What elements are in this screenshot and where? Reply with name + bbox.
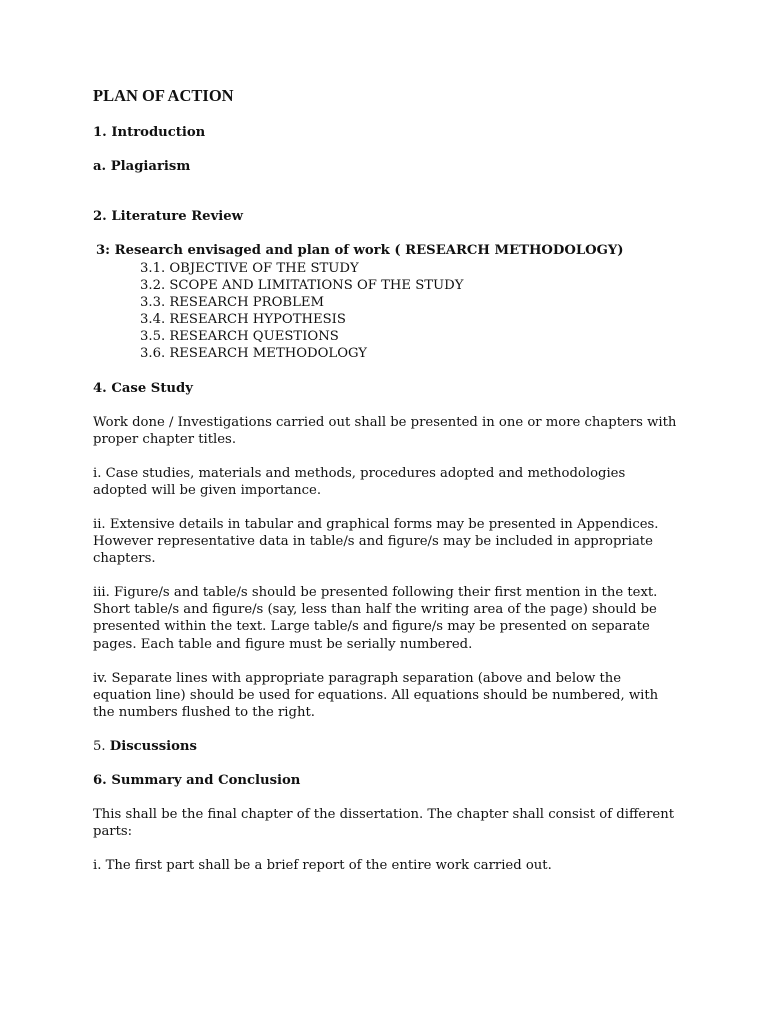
research-item: 3.4. RESEARCH HYPOTHESIS [140,312,346,327]
section-discussions-heading [93,738,197,755]
summary-paragraph: i. The first part shall be a brief report of the entire work carried out. [93,858,552,873]
case-paragraph: ii. Extensive details in tabular and graphical forms may be presented in Appendices. However representative data in table/s and figure/s may be included in appropriate chapters. [93,517,659,567]
discussions-number: 5. [93,739,110,754]
research-item: 3.1. OBJECTIVE OF THE STUDY [140,261,359,276]
section-case-study-heading: 4. Case Study [93,381,193,396]
research-item: 3.2. SCOPE AND LIMITATIONS OF THE STUDY [140,278,464,293]
case-paragraph: i. Case studies, materials and methods, procedures adopted and methodologies adopted will be given importance. [93,466,626,499]
section-literature-review-heading: 2. Literature Review [93,209,243,224]
research-item: 3.3. RESEARCH PROBLEM [140,295,325,310]
summary-paragraph: This shall be the final chapter of the dissertation. The chapter shall consist of different parts: [93,807,675,840]
case-paragraph: iv. Separate lines with appropriate paragraph separation (above and below the equation line) should be used for equations. All equations should be numbered, with the numbers flushed to the right. [93,671,659,721]
subsection-plagiarism-heading: a. Plagiarism [93,159,191,174]
research-item: 3.5. RESEARCH QUESTIONS [140,329,339,344]
section-research-heading: 3: Research envisaged and plan of work ( RESEARCH METHODOLOGY) [96,243,624,258]
case-paragraph: Work done / Investigations carried out shall be presented in one or more chapters with proper chapter titles. [93,415,677,448]
section-summary-heading: 6. Summary and Conclusion [93,773,301,788]
document-title: PLAN OF ACTION [93,86,234,105]
section-introduction-heading: 1. Introduction [93,125,206,140]
discussions-label: Discussions [109,739,197,754]
research-item: 3.6. RESEARCH METHODOLOGY [140,346,368,361]
case-paragraph: iii. Figure/s and table/s should be presented following their first mention in the text. Short table/s and figure/s (say, less than half the writing area of the page) should be presented within the text. Large table/s and figure/s may be presented on separate pages. Each table and figure must be serially numbered. [93,585,658,652]
